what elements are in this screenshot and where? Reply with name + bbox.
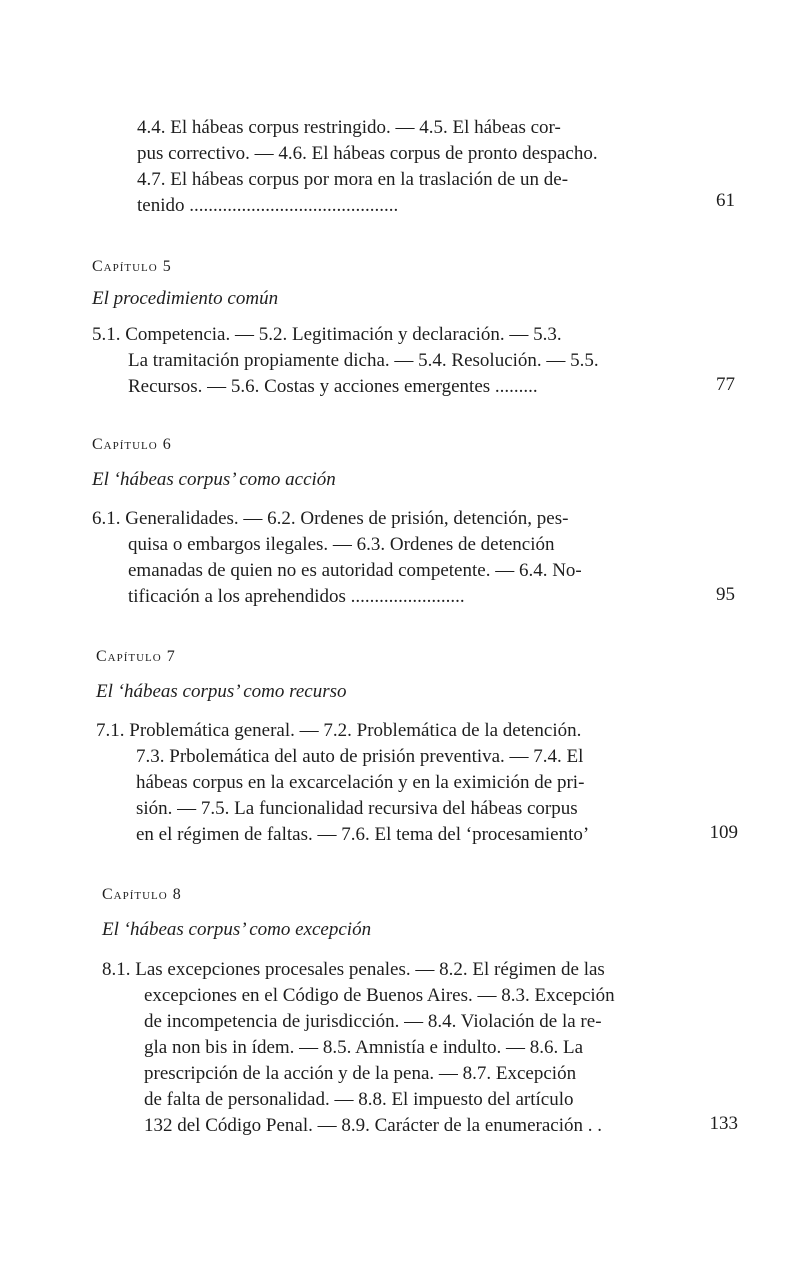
toc-line: 7.1. Problemática general. — 7.2. Problemática de la detención. [96, 720, 582, 741]
chapter-label: Capítulo 7 [96, 648, 176, 665]
toc-line: emanadas de quien no es autoridad competente. — 6.4. No- [128, 560, 582, 581]
chapter-label: Capítulo 5 [92, 258, 172, 275]
toc-line: 8.1. Las excepciones procesales penales. — 8.2. El régimen de las [102, 959, 605, 980]
toc-line: 6.1. Generalidades. — 6.2. Ordenes de prisión, detención, pes- [92, 508, 569, 529]
toc-line: pus correctivo. — 4.6. El hábeas corpus de pronto despacho. [137, 143, 598, 164]
toc-line: excepciones en el Código de Buenos Aires. — 8.3. Excepción [144, 985, 615, 1006]
toc-line: hábeas corpus en la excarcelación y en la eximición de pri- [136, 772, 585, 793]
chapter-title: El ‘hábeas corpus’ como recurso [96, 681, 347, 702]
toc-line: 4.7. El hábeas corpus por mora en la traslación de un de- [137, 169, 569, 190]
toc-entry-8 [102, 957, 702, 1139]
toc-line: tenido ............................................ [137, 195, 399, 216]
chapter-title: El ‘hábeas corpus’ como acción [92, 469, 336, 490]
page-number: 133 [709, 1113, 738, 1134]
toc-line: gla non bis in ídem. — 8.5. Amnistía e indulto. — 8.6. La [144, 1037, 584, 1058]
page-number: 95 [716, 584, 735, 605]
toc-line: sión. — 7.5. La funcionalidad recursiva del hábeas corpus [136, 798, 578, 819]
toc-line: La tramitación propiamente dicha. — 5.4. Resolución. — 5.5. [128, 350, 599, 371]
chapter-title: El ‘hábeas corpus’ como excepción [102, 919, 372, 940]
toc-line: 4.4. El hábeas corpus restringido. — 4.5. El hábeas cor- [137, 117, 561, 138]
toc-entry-5 [92, 322, 692, 400]
toc-entry-7 [96, 718, 696, 848]
page-number: 109 [709, 822, 738, 843]
page-number: 61 [716, 190, 735, 211]
toc-line: tificación a los aprehendidos ........................ [128, 586, 465, 607]
toc-line: 132 del Código Penal. — 8.9. Carácter de la enumeración . . [144, 1115, 602, 1136]
toc-line: de falta de personalidad. — 8.8. El impuesto del artículo [144, 1089, 574, 1110]
toc-entry-6 [92, 506, 692, 610]
toc-entry-4 [137, 115, 697, 219]
toc-line: 5.1. Competencia. — 5.2. Legitimación y declaración. — 5.3. [92, 324, 562, 345]
toc-line: prescripción de la acción y de la pena. — 8.7. Excepción [144, 1063, 577, 1084]
toc-line: quisa o embargos ilegales. — 6.3. Ordenes de detención [128, 534, 555, 555]
chapter-label: Capítulo 8 [102, 886, 182, 903]
chapter-label: Capítulo 6 [92, 436, 172, 453]
toc-line: en el régimen de faltas. — 7.6. El tema del ‘procesamiento’ [136, 824, 590, 845]
toc-line: 7.3. Prbolemática del auto de prisión preventiva. — 7.4. El [136, 746, 584, 767]
toc-line: de incompetencia de jurisdicción. — 8.4. Violación de la re- [144, 1011, 602, 1032]
toc-line: Recursos. — 5.6. Costas y acciones emergentes ......... [128, 376, 538, 397]
chapter-title: El procedimiento común [92, 288, 279, 309]
page-number: 77 [716, 374, 735, 395]
